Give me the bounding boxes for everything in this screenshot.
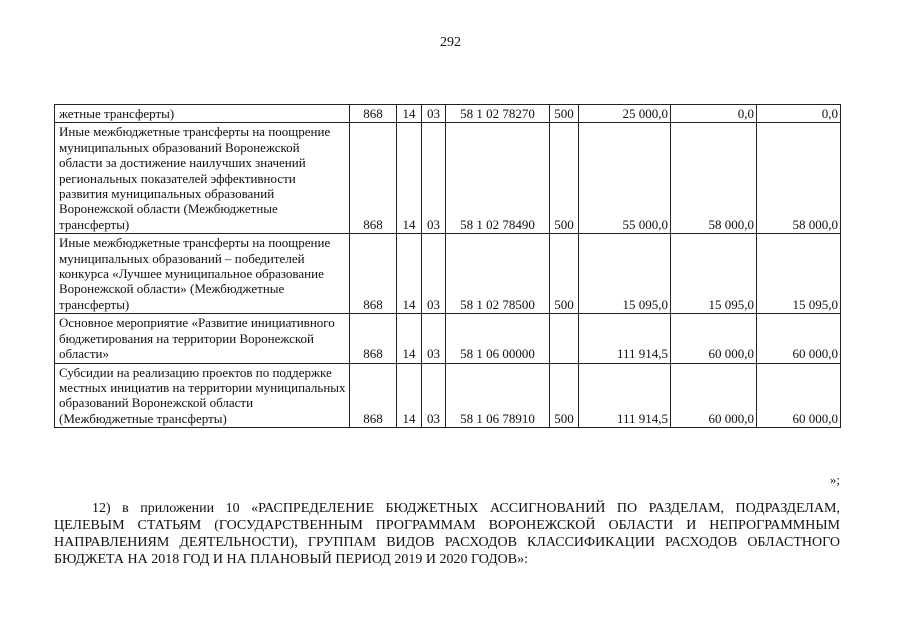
expense-type-code — [550, 314, 579, 363]
ministry-code: 868 — [350, 105, 397, 123]
subsection-code: 03 — [422, 105, 446, 123]
section-code: 14 — [397, 314, 422, 363]
amount-2019: 0,0 — [671, 105, 757, 123]
row-name: жетные трансферты) — [55, 105, 350, 123]
section-code: 14 — [397, 123, 422, 234]
amount-2020: 60 000,0 — [757, 363, 841, 428]
budget-table-body — [55, 105, 841, 428]
amount-2019: 60 000,0 — [671, 314, 757, 363]
amount-2018: 111 914,5 — [579, 363, 671, 428]
subsection-code: 03 — [422, 234, 446, 314]
table-row — [55, 105, 841, 123]
section-code: 14 — [397, 234, 422, 314]
section-code: 14 — [397, 105, 422, 123]
amount-2020: 58 000,0 — [757, 123, 841, 234]
amount-2020: 15 095,0 — [757, 234, 841, 314]
target-article-code: 58 1 02 78490 — [446, 123, 550, 234]
ministry-code: 868 — [350, 123, 397, 234]
table-row — [55, 314, 841, 363]
expense-type-code: 500 — [550, 123, 579, 234]
table-row — [55, 123, 841, 234]
row-name: Основное мероприятие «Развитие инициативного бюджетирования на территории Воронежской области» — [55, 314, 350, 363]
amount-2018: 15 095,0 — [579, 234, 671, 314]
amount-2018: 111 914,5 — [579, 314, 671, 363]
target-article-code: 58 1 02 78500 — [446, 234, 550, 314]
amount-2020: 60 000,0 — [757, 314, 841, 363]
amount-2018: 55 000,0 — [579, 123, 671, 234]
expense-type-code: 500 — [550, 234, 579, 314]
expense-type-code: 500 — [550, 363, 579, 428]
target-article-code: 58 1 06 78910 — [446, 363, 550, 428]
row-name: Иные межбюджетные трансферты на поощрение муниципальных образований – победителей конкурса «Лучшее муниципальное образование Воронежской области» (Межбюджетные трансферты) — [55, 234, 350, 314]
amount-2019: 15 095,0 — [671, 234, 757, 314]
subsection-code: 03 — [422, 363, 446, 428]
row-name: Иные межбюджетные трансферты на поощрение муниципальных образований Воронежской области за достижение наилучших значений региональных показателей эффективности развития муниципальных образований Воронежской области (Межбюджетные трансферты) — [55, 123, 350, 234]
budget-table — [54, 104, 841, 428]
amount-2018: 25 000,0 — [579, 105, 671, 123]
ministry-code: 868 — [350, 314, 397, 363]
ministry-code: 868 — [350, 234, 397, 314]
subsection-code: 03 — [422, 314, 446, 363]
target-article-code: 58 1 06 00000 — [446, 314, 550, 363]
table-row — [55, 234, 841, 314]
closing-quote-mark: »; — [829, 472, 840, 487]
amount-2019: 60 000,0 — [671, 363, 757, 428]
target-article-code: 58 1 02 78270 — [446, 105, 550, 123]
amount-2019: 58 000,0 — [671, 123, 757, 234]
ministry-code: 868 — [350, 363, 397, 428]
page-number: 292 — [440, 35, 461, 50]
table-row — [55, 363, 841, 428]
section-code: 14 — [397, 363, 422, 428]
amount-2020: 0,0 — [757, 105, 841, 123]
row-name: Субсидии на реализацию проектов по поддержке местных инициатив на территории муниципальных образований Воронежской области (Межбюджетные трансферты) — [55, 363, 350, 428]
amendment-paragraph: 12) в приложении 10 «РАСПРЕДЕЛЕНИЕ БЮДЖЕТНЫХ АССИГНОВАНИЙ ПО РАЗДЕЛАМ, ПОДРАЗДЕЛАМ, ЦЕЛЕВЫМ СТАТЬЯМ (ГОСУДАРСТВЕННЫМ ПРОГРАММАМ ВОРОНЕЖСКОЙ ОБЛАСТИ И НЕПРОГРАММНЫМ НАПРАВЛЕНИЯМ ДЕЯТЕЛЬНОСТИ), ГРУППАМ ВИДОВ РАСХОДОВ КЛАССИФИКАЦИИ РАСХОДОВ ОБЛАСТНОГО БЮДЖЕТА НА 2018 ГОД И НА ПЛАНОВЫЙ ПЕРИОД 2019 И 2020 ГОДОВ»: — [54, 501, 840, 567]
subsection-code: 03 — [422, 123, 446, 234]
expense-type-code: 500 — [550, 105, 579, 123]
